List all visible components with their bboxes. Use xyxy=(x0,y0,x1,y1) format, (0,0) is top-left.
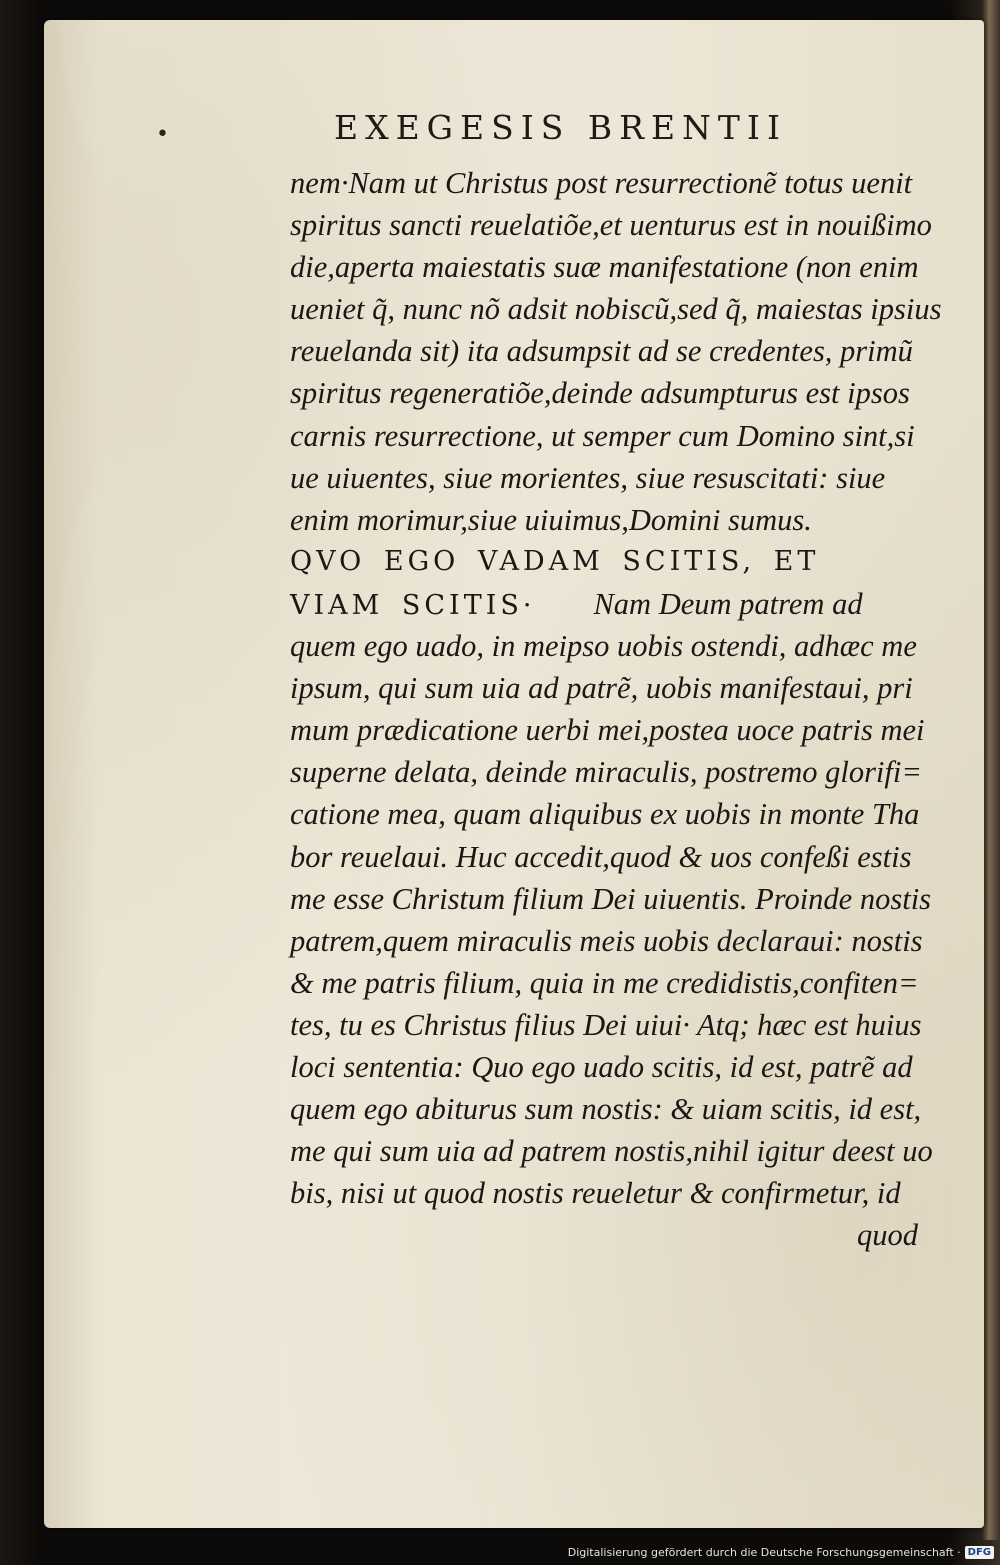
text-line: me qui sum uia ad patrem nostis,nihil igitur deest uo xyxy=(290,1134,933,1169)
running-head: EXEGESIS BRENTII xyxy=(334,108,788,147)
text-line: nem·Nam ut Christus post resurrectionẽ totus uenit xyxy=(290,166,913,200)
text-line: tes, tu es Christus filius Dei uiui· Atq; hæc est huius xyxy=(290,1007,922,1042)
dfg-logo: DFG xyxy=(965,1546,994,1559)
text-line: loci sententia: Quo ego uado scitis, id est, patrẽ ad xyxy=(290,1049,913,1084)
footer-text: Digitalisierung gefördert durch die Deutsche Forschungsgemeinschaft · xyxy=(567,1545,961,1559)
text-line: reuelanda sit) ita adsumpsit ad se credentes, primũ xyxy=(290,334,913,369)
margin-mark: • xyxy=(156,122,169,147)
text-line: carnis resurrectione, ut semper cum Domino sint,si xyxy=(290,418,915,453)
text-line: quem ego uado, in meipso uobis ostendi, adhæc me xyxy=(290,629,917,664)
text-line: mum prædicatione uerbi mei,postea uoce patris mei xyxy=(290,713,925,748)
text-line: enim morimur,siue uiuimus,Domini sumus. xyxy=(290,502,812,537)
text-line: superne delata, deinde miraculis, postremo glorifi= xyxy=(290,755,922,790)
lemma-caps: VIAM SCITIS· xyxy=(290,589,536,621)
book-edge xyxy=(982,0,1000,1540)
text-line: & me patris filium, quia in me credidistis,confiten= xyxy=(290,965,919,1000)
text-line: spiritus sancti reuelatiõe,et uenturus est in nouißimo xyxy=(290,208,932,243)
text-line: bor reuelaui. Huc accedit,quod & uos confeßi estis xyxy=(290,839,912,874)
funding-footer xyxy=(568,1543,994,1561)
text-line: me esse Christum filium Dei uiuentis. Proinde nostis xyxy=(290,881,932,916)
text-line: catione mea, quam aliquibus ex uobis in monte Tha xyxy=(290,797,920,832)
catchword: quod xyxy=(857,1218,918,1253)
text-line: patrem,quem miraculis meis uobis declaraui: nostis xyxy=(290,923,923,958)
text-line: ipsum, qui sum uia ad patrẽ, uobis manifestaui, pri xyxy=(290,671,913,706)
lemma-continuation: Nam Deum patrem ad xyxy=(593,586,863,621)
text-line: quem ego abiturus sum nostis: & uiam scitis, id est, xyxy=(290,1092,922,1127)
text-line: die,aperta maiestatis suæ manifestatione (non enim xyxy=(290,250,919,285)
text-line: spiritus regeneratiõe,deinde adsumpturus est ipsos xyxy=(290,376,910,411)
text-line: ueniet q͂, nunc nõ adsit nobiscũ,sed q͂, maiestas ipsius xyxy=(290,292,942,327)
text-line: ue uiuentes, siue morientes, siue resuscitati: siue xyxy=(290,460,886,495)
lemma-line xyxy=(290,583,918,625)
text-line: bis, nisi ut quod nostis reueletur & confirmetur, id xyxy=(290,1176,901,1211)
body-text xyxy=(290,162,942,1256)
lemma-heading: QVO EGO VADAM SCITIS, ET xyxy=(290,545,820,577)
